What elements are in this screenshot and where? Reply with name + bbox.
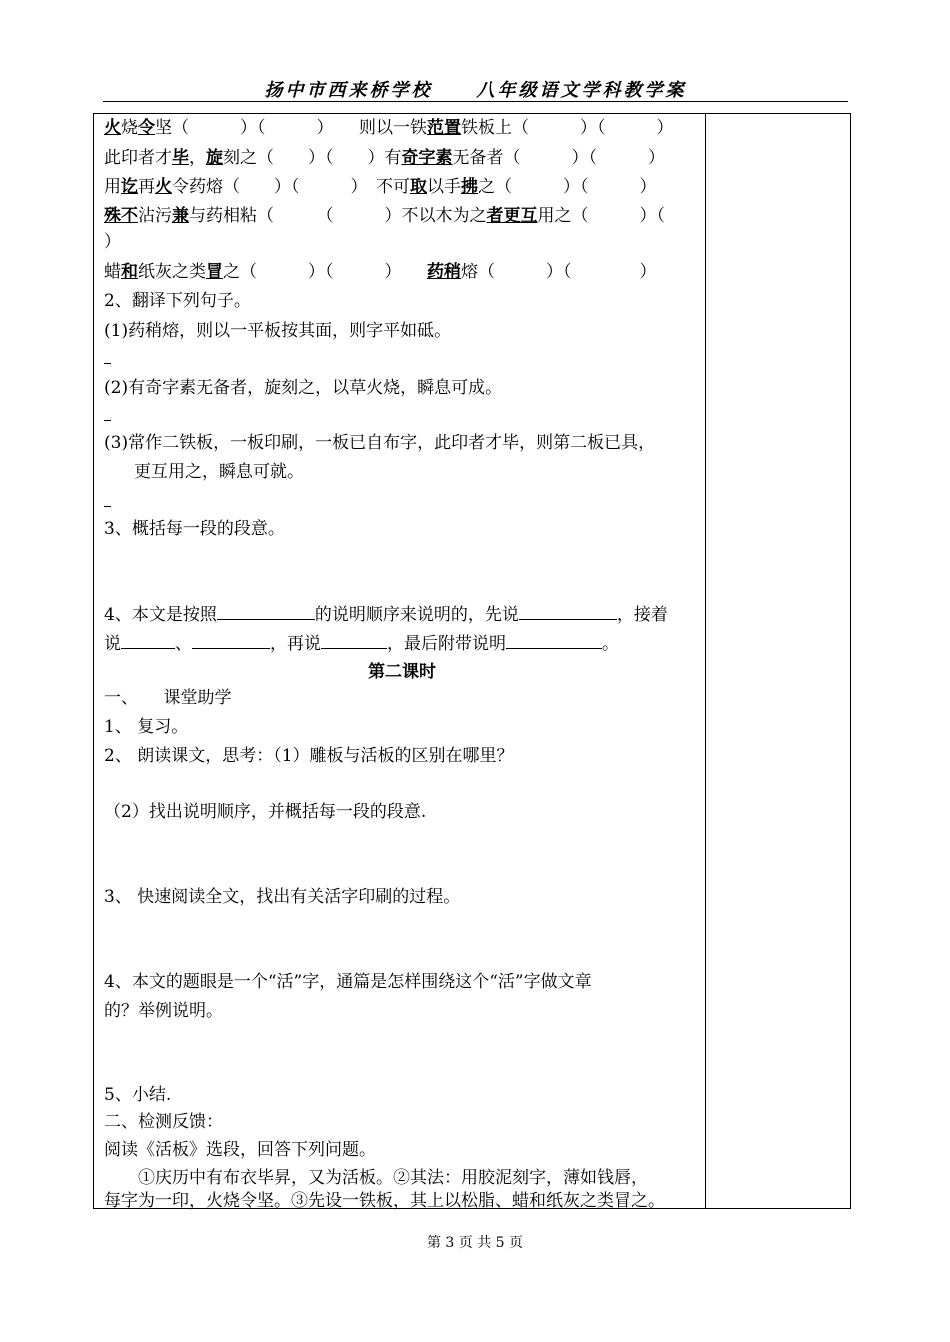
- reading-intro: 阅读《活板》选段，回答下列问题。: [104, 1140, 376, 1160]
- notes-column-divider: [705, 113, 706, 1209]
- vocab-row-2: 此印者才毕，旋刻之（ ）（ ）有奇字素无备者（ ）（ ）: [104, 148, 665, 168]
- item-2: 2、 朗读课文，思考：（1）雕板与活板的区别在哪里？: [104, 746, 514, 766]
- question-3: 3、概括每一段的段意。: [104, 519, 285, 539]
- question-2-sentence-2: (2)有奇字素无备者，旋刻之，以草火烧，瞬息可成。: [104, 378, 503, 398]
- answer-line-3: [104, 506, 111, 507]
- page-header: [103, 76, 848, 100]
- question-2-sentence-3-line-2: 更互用之，瞬息可就。: [134, 462, 304, 482]
- vocab-row-3: 用讫再火令药熔（ ）（ ） 不可取以手拂之（ ）（ ）: [104, 177, 657, 197]
- blank-then-1[interactable]: [121, 632, 175, 649]
- question-4-line-2: 说 、 ，再说 ，最后附带说明 。: [104, 634, 619, 654]
- question-2-title: 2、翻译下列句子。: [104, 291, 251, 311]
- blank-order[interactable]: [217, 603, 315, 620]
- blank-first[interactable]: [519, 603, 617, 620]
- header-rule: [103, 101, 848, 102]
- item-3: 3、 快速阅读全文，找出有关活字印刷的过程。: [104, 887, 461, 907]
- item-5: 5、小结.: [104, 1085, 172, 1105]
- question-2-sentence-1: (1)药稍熔，则以一平板按其面，则字平如砥。: [104, 321, 452, 341]
- answer-line-1: [104, 363, 111, 364]
- vocab-row-5: 蜡和纸灰之类冒之（ ）（ ） 药稍熔（ ）（ ）: [104, 262, 657, 282]
- lesson-2-title: 第二课时: [368, 662, 436, 682]
- answer-line-2: [104, 420, 111, 421]
- vocab-row-1: 火烧令坚（ ）（ ） 则以一铁范置铁板上（ ）（ ）: [104, 118, 674, 138]
- subject-title: 八年级语文学科教学案: [476, 80, 687, 101]
- vocab-row-4-wrap: ）: [104, 232, 121, 252]
- part-2-title: 二、检测反馈：: [104, 1112, 223, 1132]
- question-2-sentence-3-line-1: (3)常作二铁板，一板印刷，一板已自布字，此印者才毕，则第二板已具，: [104, 433, 656, 453]
- item-4-line-2: 的？举例说明。: [104, 1001, 223, 1021]
- question-4-line-1: 4、本文是按照 的说明顺序来说明的，先说 ，接着: [104, 605, 668, 625]
- passage-line-2: 每字为一印，火烧令坚。③先设一铁板，其上以松脂、蜡和纸灰之类冒之。: [104, 1191, 665, 1211]
- page-number: 第 3 页 共 5 页: [426, 1235, 524, 1251]
- school-name: 扬中市西来桥学校: [264, 80, 433, 101]
- part-1-title: 一、 课堂助学: [104, 688, 232, 708]
- vocab-row-4: 殊不沾污兼与药相粘（ （ ）不以木为之者更互用之（ ）（: [104, 206, 665, 226]
- blank-then-2[interactable]: [192, 632, 270, 649]
- blank-next[interactable]: [321, 632, 387, 649]
- item-1: 1、 复习。: [104, 717, 189, 737]
- item-2-sub: （2）找出说明顺序，并概括每一段的段意.: [104, 802, 427, 822]
- passage-line-1: ①庆历中有布衣毕昇，又为活板。②其法：用胶泥刻字，薄如钱唇，: [138, 1168, 648, 1188]
- item-4-line-1: 4、本文的题眼是一个“活”字，通篇是怎样围绕这个“活”字做文章: [104, 972, 592, 992]
- blank-last[interactable]: [506, 632, 602, 649]
